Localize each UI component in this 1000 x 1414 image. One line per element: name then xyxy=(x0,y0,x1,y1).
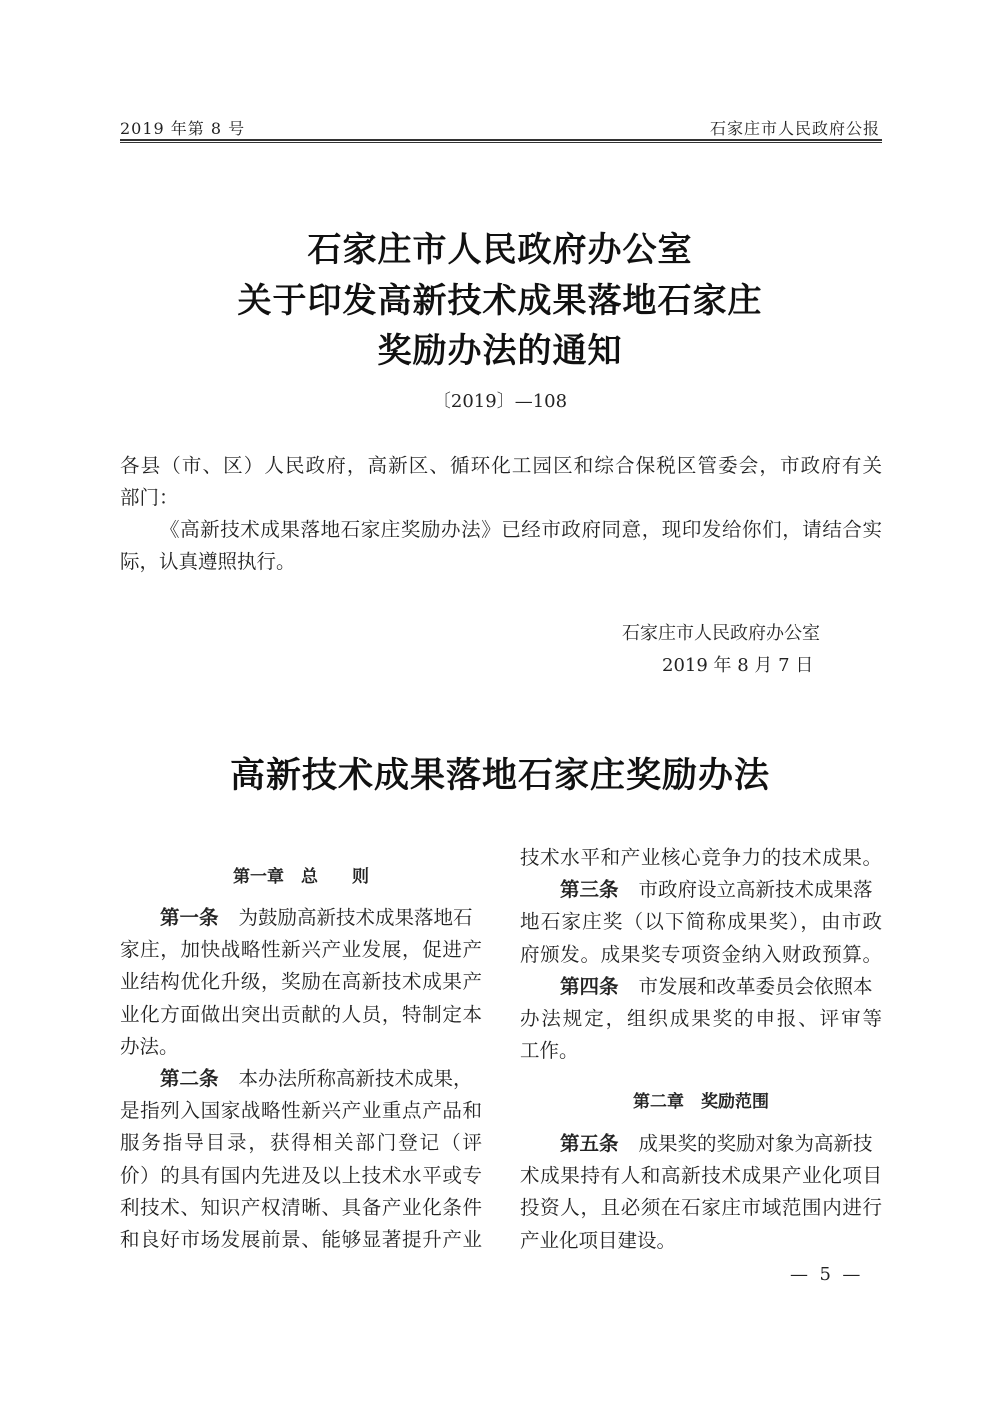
line-text: 办法。 xyxy=(120,1034,179,1058)
line-text: 投资人，且必须在石家庄市域范围内进行 xyxy=(520,1196,882,1220)
line-text: 技术水平和产业核心竞争力的技术成果。 xyxy=(520,846,882,869)
right-column-bottom xyxy=(520,1128,882,1257)
notice-title-line: 奖励办法的通知 xyxy=(377,331,623,371)
paragraph-line xyxy=(120,902,482,934)
page-number: — 5 — xyxy=(790,1264,861,1285)
paragraph-line xyxy=(120,999,482,1031)
article-label: 第二条 xyxy=(160,1066,219,1090)
publication-name: 石家庄市人民政府公报 xyxy=(709,119,880,138)
line-text: 市政府设立高新技术成果落 xyxy=(638,878,873,902)
paragraph-line xyxy=(120,1192,482,1224)
line-text: 府颁发。成果奖专项资金纳入财政预算。 xyxy=(520,942,882,966)
line-text: 和良好市场发展前景、能够显著提升产业 xyxy=(120,1227,482,1251)
line-text: 家庄，加快战略性新兴产业发展，促进产 xyxy=(120,938,482,962)
paragraph-line xyxy=(520,971,882,1003)
paragraph-line xyxy=(520,842,882,874)
notice-title-line: 关于印发高新技术成果落地石家庄 xyxy=(237,281,763,321)
line-text: 是指列入国家战略性新兴产业重点产品和 xyxy=(120,1099,482,1123)
document-number: 〔2019〕—108 xyxy=(432,391,568,412)
paragraph-line xyxy=(520,874,882,906)
paragraph-line xyxy=(120,1063,482,1095)
paragraph-line xyxy=(520,1003,882,1035)
signature-org: 石家庄市人民政府办公室 xyxy=(622,623,820,644)
body-line: 各县（市、区）人民政府，高新区、循环化工园区和综合保税区管委会，市政府有关 xyxy=(120,454,882,477)
measures-title: 高新技术成果落地石家庄奖励办法 xyxy=(229,756,770,796)
line-text: 产业化项目建设。 xyxy=(520,1228,677,1252)
article-label: 第五条 xyxy=(560,1132,619,1155)
paragraph-line xyxy=(520,1192,882,1224)
line-text: 利技术、知识产权清晰、具备产业化条件 xyxy=(120,1195,482,1219)
signature-date: 2019 年 8 月 7 日 xyxy=(662,655,814,676)
line-text: 术成果持有人和高新技术成果产业化项目 xyxy=(520,1164,882,1188)
article-label: 第一条 xyxy=(160,906,219,929)
line-text: 本办法所称高新技术成果， xyxy=(238,1066,473,1090)
line-text: 为鼓励高新技术成果落地石 xyxy=(238,906,473,929)
paragraph-line xyxy=(120,966,482,998)
paragraph-line xyxy=(520,1035,882,1067)
line-text: 业结构优化升级，奖励在高新技术成果产 xyxy=(120,970,482,994)
line-text: 服务指导目录，获得相关部门登记（评 xyxy=(120,1131,482,1155)
paragraph-line xyxy=(120,1127,482,1159)
article-label: 第四条 xyxy=(560,974,619,998)
line-text: 办法规定，组织成果奖的申报、评审等 xyxy=(520,1006,882,1030)
paragraph-line xyxy=(520,939,882,971)
line-text: 业化方面做出突出贡献的人员，特制定本 xyxy=(120,1002,482,1026)
line-text: 成果奖的奖励对象为高新技 xyxy=(638,1132,873,1155)
line-text: 价）的具有国内先进及以上技术水平或专 xyxy=(120,1163,482,1187)
paragraph-line xyxy=(120,1031,482,1063)
paragraph-line xyxy=(520,906,882,938)
body-line: 《高新技术成果落地石家庄奖励办法》已经市政府同意，现印发给你们，请结合实 xyxy=(160,518,882,541)
line-text: 地石家庄奖（以下简称成果奖），由市政 xyxy=(520,910,882,934)
chapter-heading: 第一章 总 则 xyxy=(233,867,369,887)
chapter-heading: 第二章 奖励范围 xyxy=(633,1092,769,1112)
header-rule xyxy=(120,139,882,143)
line-text: 市发展和改革委员会依照本 xyxy=(638,974,873,998)
paragraph-line xyxy=(120,1224,482,1256)
body-line: 际，认真遵照执行。 xyxy=(120,550,296,573)
paragraph-line xyxy=(120,934,482,966)
paragraph-line xyxy=(520,1128,882,1160)
article-label: 第三条 xyxy=(560,878,619,902)
paragraph-line xyxy=(120,1160,482,1192)
left-column xyxy=(120,902,482,1256)
right-column-top xyxy=(520,842,882,1067)
body-line: 部门： xyxy=(120,486,179,509)
paragraph-line xyxy=(120,1095,482,1127)
notice-title-line: 石家庄市人民政府办公室 xyxy=(307,230,693,270)
line-text: 工作。 xyxy=(520,1039,579,1063)
paragraph-line xyxy=(520,1225,882,1257)
notice-body xyxy=(120,450,882,578)
issue-label: 2019 年第 8 号 xyxy=(120,119,246,138)
paragraph-line xyxy=(520,1160,882,1192)
